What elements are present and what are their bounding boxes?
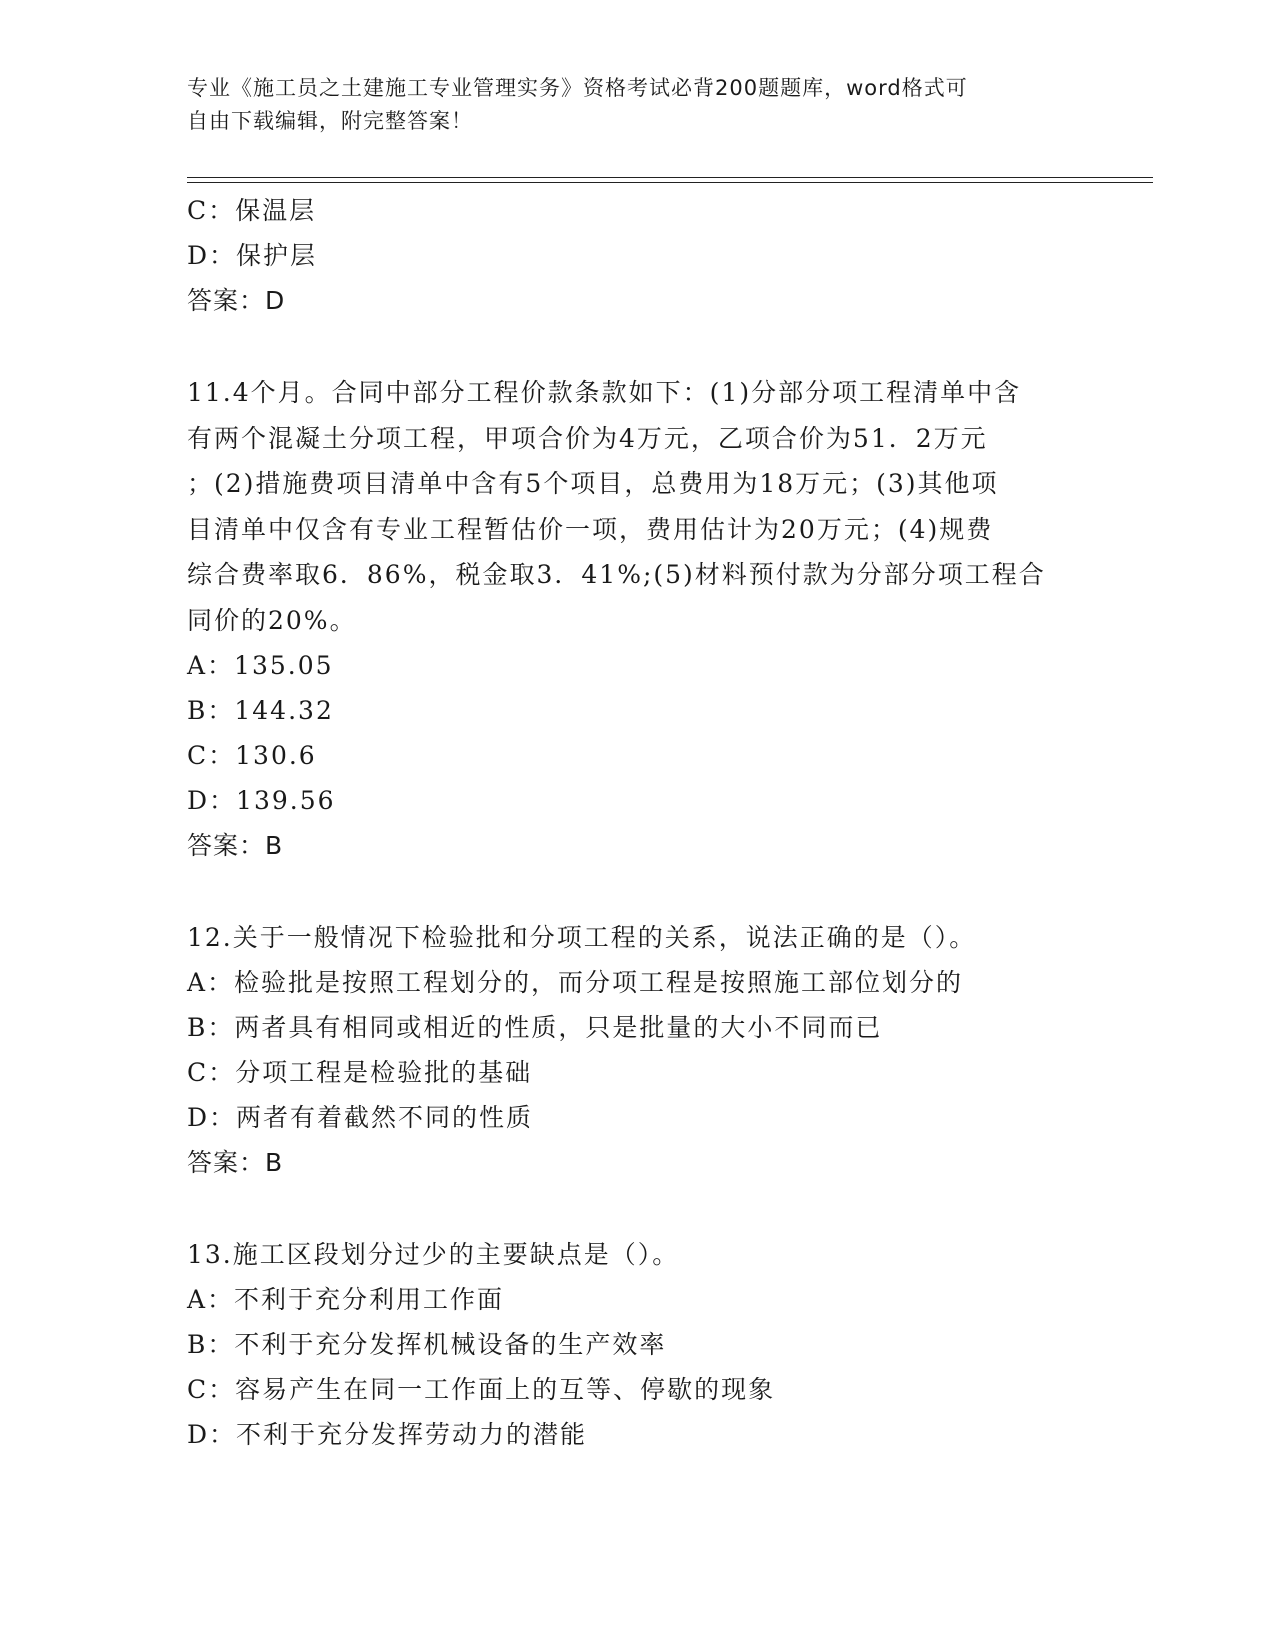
header-divider-bottom: [187, 182, 1153, 183]
question-stem: 12.关于一般情况下检验批和分项工程的关系，说法正确的是（）。: [187, 923, 977, 952]
option-c: C：容易产生在同一工作面上的互等、停歇的现象: [187, 1375, 776, 1404]
option-c: C：130.6: [187, 741, 317, 770]
question-stem-line: ；(2)措施费项目清单中含有5个项目，总费用为18万元；(3)其他项: [187, 469, 999, 498]
question-10-tail: [187, 188, 1087, 323]
option-a: A：135.05: [187, 651, 334, 680]
answer: 答案：B: [187, 831, 284, 860]
question-11: [187, 370, 1087, 868]
header-divider-top: [187, 177, 1153, 178]
question-stem: 13.施工区段划分过少的主要缺点是（）。: [187, 1240, 680, 1269]
option-d: D：不利于充分发挥劳动力的潜能: [187, 1420, 588, 1449]
option-c: C：分项工程是检验批的基础: [187, 1058, 533, 1087]
question-stem-line: 11.4个月。合同中部分工程价款条款如下：(1)分部分项工程清单中含: [187, 378, 1022, 407]
question-stem-line: 综合费率取6．86%，税金取3．41%;(5)材料预付款为分部分项工程合: [187, 560, 1046, 589]
question-stem-line: 有两个混凝土分项工程，甲项合价为4万元，乙项合价为51．2万元: [187, 423, 988, 453]
answer: 答案：D: [187, 286, 286, 315]
option-b: B：不利于充分发挥机械设备的生产效率: [187, 1330, 667, 1359]
page-header: [187, 72, 1067, 138]
option-a: A：不利于充分利用工作面: [187, 1285, 505, 1314]
option-d: D：两者有着截然不同的性质: [187, 1103, 534, 1132]
option-a: A：检验批是按照工程划分的，而分项工程是按照施工部位划分的: [187, 968, 964, 997]
question-stem-line: 同价的20%。: [187, 605, 357, 635]
option-b: B：144.32: [187, 696, 334, 725]
option-b: B：两者具有相同或相近的性质，只是批量的大小不同而已: [187, 1013, 883, 1042]
question-13: [187, 1232, 1087, 1457]
question-12: [187, 915, 1087, 1185]
question-list: [187, 188, 1087, 1457]
header-line-1: 专业《施工员之土建施工专业管理实务》资格考试必背200题题库，word格式可: [187, 76, 968, 100]
option-c: C：保温层: [187, 196, 317, 225]
question-stem-line: 目清单中仅含有专业工程暂估价一项，费用估计为20万元；(4)规费: [187, 514, 994, 544]
option-d: D：139.56: [187, 786, 336, 815]
header-line-2: 自由下载编辑，附完整答案！: [187, 109, 473, 133]
answer: 答案：B: [187, 1148, 284, 1177]
option-d: D：保护层: [187, 241, 318, 270]
